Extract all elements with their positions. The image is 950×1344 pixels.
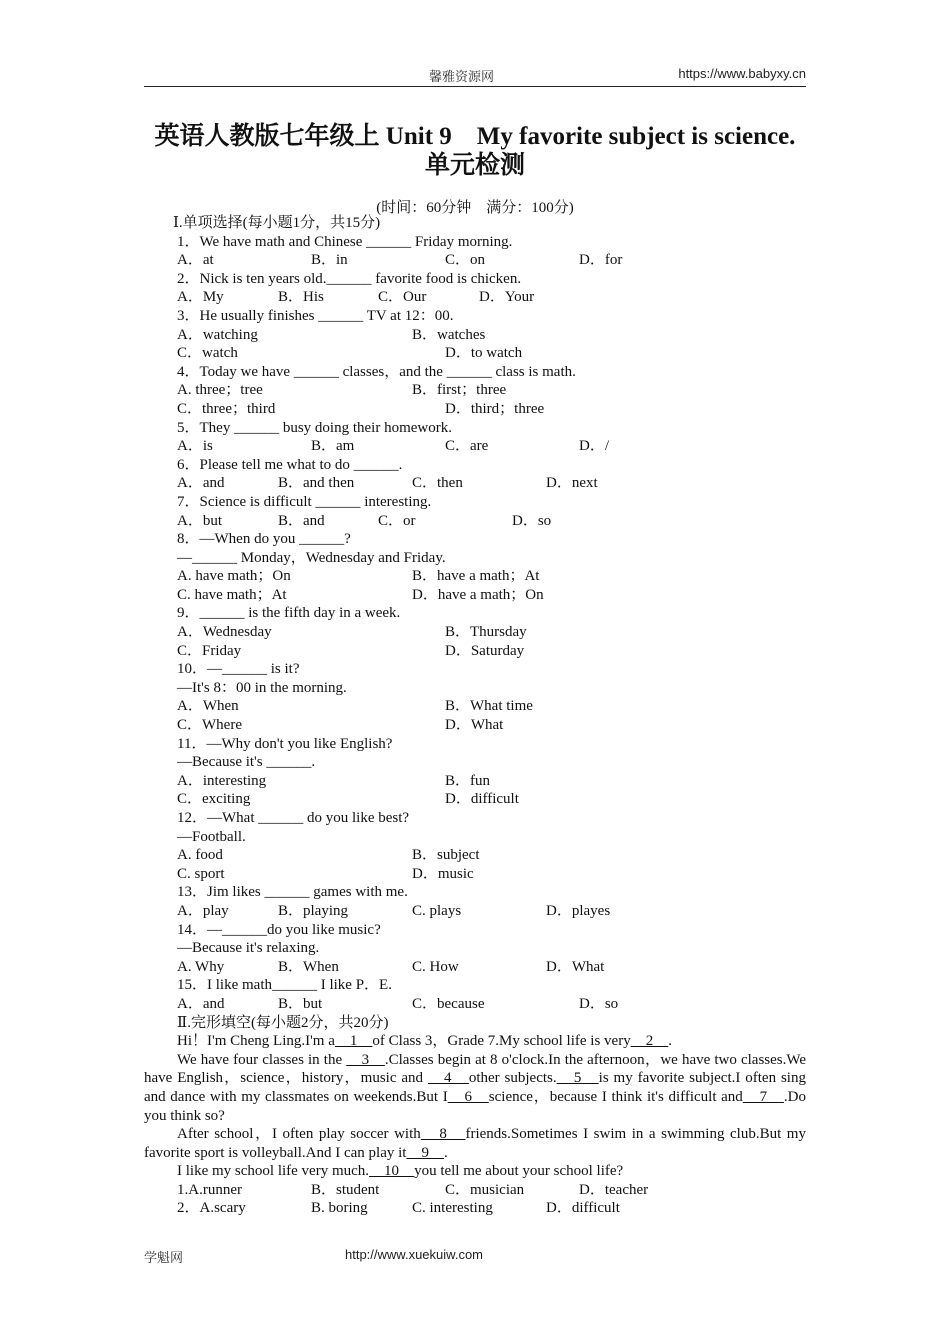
- option: A．play: [177, 902, 229, 919]
- option: A. food: [177, 847, 223, 864]
- option: D．playes: [546, 902, 611, 919]
- option: 2．A.scary: [177, 1200, 246, 1217]
- option: D．music: [412, 865, 474, 882]
- blank-2: 2: [630, 1033, 669, 1050]
- option: D．/: [579, 438, 610, 455]
- options-q11-row2: [177, 790, 806, 809]
- section-heading-1: Ⅰ.单项选择(每小题1分，共15分): [173, 215, 381, 231]
- question-14-reply: —Because it's relaxing.: [177, 940, 320, 957]
- option: 1.A.runner: [177, 1181, 242, 1198]
- option: C．three；third: [177, 400, 276, 417]
- option: B．His: [278, 289, 324, 306]
- question-13: 13．Jim likes ______ games with me.: [177, 884, 408, 901]
- question-8-reply: —______ Monday，Wednesday and Friday.: [177, 549, 446, 566]
- options-q3-row1: [177, 326, 806, 345]
- question-7: 7．Science is difficult ______ interesting.: [177, 493, 432, 510]
- option: B．and then: [278, 475, 355, 492]
- title-line-1: 英语人教版七年级上 Unit 9 My favorite subject is science.: [154, 123, 796, 150]
- option: D．next: [546, 475, 598, 492]
- option: D．Saturday: [445, 642, 525, 659]
- option: A．and: [177, 995, 225, 1012]
- blank-4: 4: [427, 1070, 469, 1087]
- option: D．so: [579, 995, 619, 1012]
- options-q12-row1: [177, 846, 806, 865]
- option: C. have math；At: [177, 586, 287, 603]
- option: B. boring: [311, 1200, 368, 1217]
- option: D．so: [512, 512, 552, 529]
- option: B．first；three: [412, 382, 507, 399]
- options-q9-row2: [177, 642, 806, 661]
- options-q14: [177, 958, 806, 977]
- option: C. plays: [412, 902, 462, 919]
- option: A．but: [177, 512, 223, 529]
- option: B．and: [278, 512, 325, 529]
- option: C. sport: [177, 865, 225, 882]
- option: C．because: [412, 995, 485, 1012]
- option: A．interesting: [177, 772, 267, 789]
- option: B．subject: [412, 847, 480, 864]
- options-q15: [177, 995, 806, 1014]
- option: C．watch: [177, 345, 238, 362]
- option: A．When: [177, 698, 239, 715]
- question-14: 14．—______do you like music?: [177, 921, 381, 938]
- blank-6: 6: [447, 1088, 489, 1105]
- question-8: 8．—When do you ______?: [177, 531, 351, 548]
- option: B．What time: [445, 698, 533, 715]
- option: B．fun: [445, 772, 491, 789]
- passage-paragraph-3: After school，I often play soccer with 8 friends.Sometimes I swim in a swimming club.But my favorite sport is volleyball.And I can play it 9 .: [144, 1126, 806, 1161]
- question-10: 10．—______ is it?: [177, 661, 300, 678]
- options-q10-row2: [177, 716, 806, 735]
- question-12: 12．—What ______ do you like best?: [177, 810, 410, 826]
- option: A．at: [177, 252, 214, 269]
- question-11: 11．—Why don't you like English?: [177, 735, 393, 752]
- question-9: 9．______ is the fifth day in a week.: [177, 605, 401, 622]
- question-10-reply: —It's 8：00 in the morning.: [177, 679, 347, 696]
- question-3: 3．He usually finishes ______ TV at 12：00.: [177, 307, 454, 324]
- title-line-2: 单元检测: [424, 152, 525, 179]
- option: D．Your: [479, 289, 535, 306]
- header-site-name: 馨雅资源网: [429, 70, 495, 85]
- option: C．Friday: [177, 642, 242, 659]
- options-q7: [177, 512, 806, 531]
- page-header: [144, 66, 806, 87]
- question-12-reply: —Football.: [177, 828, 246, 845]
- options-q2: [177, 288, 806, 307]
- option: A．is: [177, 438, 213, 455]
- blank-7: 7: [742, 1088, 784, 1105]
- passage-paragraph-1: Hi！I'm Cheng Ling.I'm a 1 of Class 3，Grade 7.My school life is very 2 .: [177, 1033, 672, 1050]
- options-q6: [177, 474, 806, 493]
- blank-8: 8: [420, 1126, 466, 1143]
- option: D．have a math；On: [412, 586, 544, 603]
- option: C．then: [412, 475, 463, 492]
- blank-10: 10: [369, 1163, 415, 1180]
- option: C．musician: [445, 1181, 525, 1198]
- options-q9-row1: [177, 623, 806, 642]
- footer-site-name: 学魁网: [144, 1251, 184, 1266]
- option: A. three；tree: [177, 382, 263, 399]
- option: B．but: [278, 995, 323, 1012]
- options-q3-row2: [177, 344, 806, 363]
- passage-paragraph-2: We have four classes in the 3 .Classes begin at 8 o'clock.In the afternoon，we have two classes.We have English，science，history，music and 4 other subjects. 5 is my favorite subject.I often sing and dance with my classmates on weekends.But I 6 science，because I think it's difficult and 7 .Do you think so?: [144, 1051, 806, 1124]
- options-q4-row1: [177, 381, 806, 400]
- option: B．watches: [412, 326, 486, 343]
- option: A．My: [177, 289, 224, 306]
- document-title: [144, 122, 806, 180]
- exam-meta: (时间：60分钟 满分：100分): [376, 200, 574, 216]
- option: D．third；three: [445, 400, 545, 417]
- blank-5: 5: [556, 1070, 599, 1087]
- option: C．are: [445, 438, 489, 455]
- option: D．What: [546, 958, 605, 975]
- passage-paragraph-4: I like my school life very much. 10 you tell me about your school life?: [177, 1163, 624, 1180]
- options-q4-row2: [177, 400, 806, 419]
- option: B．in: [311, 252, 348, 269]
- blank-1: 1: [334, 1033, 373, 1050]
- section-heading-2: Ⅱ.完形填空(每小题2分，共20分): [177, 1014, 389, 1031]
- option: C．exciting: [177, 791, 251, 808]
- options-q10-row1: [177, 697, 806, 716]
- option: D．difficult: [445, 791, 519, 808]
- options-q5: [177, 437, 806, 456]
- blank-3: 3: [346, 1051, 385, 1068]
- option: C．Where: [177, 717, 242, 734]
- option: B．have a math；At: [412, 568, 540, 585]
- options-q11-row1: [177, 772, 806, 791]
- option: C. interesting: [412, 1200, 493, 1217]
- options-q1: [177, 251, 806, 270]
- options-q12-row2: [177, 865, 806, 884]
- option: A. Why: [177, 958, 225, 975]
- option: A. have math；On: [177, 568, 291, 585]
- option: B．When: [278, 958, 339, 975]
- question-15: 15．I like math______ I like P．E.: [177, 977, 392, 994]
- cloze-options-2: [177, 1199, 806, 1218]
- option: D．to watch: [445, 345, 523, 362]
- exam-body: [144, 214, 806, 1218]
- header-url: https://www.babyxy.cn: [678, 66, 806, 81]
- option: A．watching: [177, 326, 258, 343]
- option: B．Thursday: [445, 624, 527, 641]
- question-6: 6．Please tell me what to do ______.: [177, 456, 403, 473]
- question-2: 2．Nick is ten years old.______ favorite food is chicken.: [177, 270, 522, 287]
- options-q8-row1: [177, 567, 806, 586]
- options-q13: [177, 902, 806, 921]
- question-1: 1．We have math and Chinese ______ Friday morning.: [177, 233, 513, 250]
- blank-9: 9: [406, 1144, 444, 1161]
- option: C．Our: [378, 289, 427, 306]
- option: B．am: [311, 438, 355, 455]
- option: B．playing: [278, 902, 348, 919]
- footer-url: http://www.xuekuiw.com: [345, 1247, 483, 1262]
- option: C．on: [445, 252, 486, 269]
- option: B．student: [311, 1181, 380, 1198]
- question-11-reply: —Because it's ______.: [177, 754, 316, 771]
- options-q8-row2: [177, 586, 806, 605]
- option: D．for: [579, 252, 623, 269]
- cloze-options-1: [177, 1181, 806, 1200]
- option: D．teacher: [579, 1181, 649, 1198]
- option: C．or: [378, 512, 416, 529]
- option: C. How: [412, 958, 459, 975]
- option: D．What: [445, 717, 504, 734]
- option: A．Wednesday: [177, 624, 272, 641]
- question-5: 5．They ______ busy doing their homework.: [177, 419, 452, 436]
- question-4: 4．Today we have ______ classes，and the ______ class is math.: [177, 363, 576, 380]
- option: D．difficult: [546, 1200, 620, 1217]
- option: A．and: [177, 475, 225, 492]
